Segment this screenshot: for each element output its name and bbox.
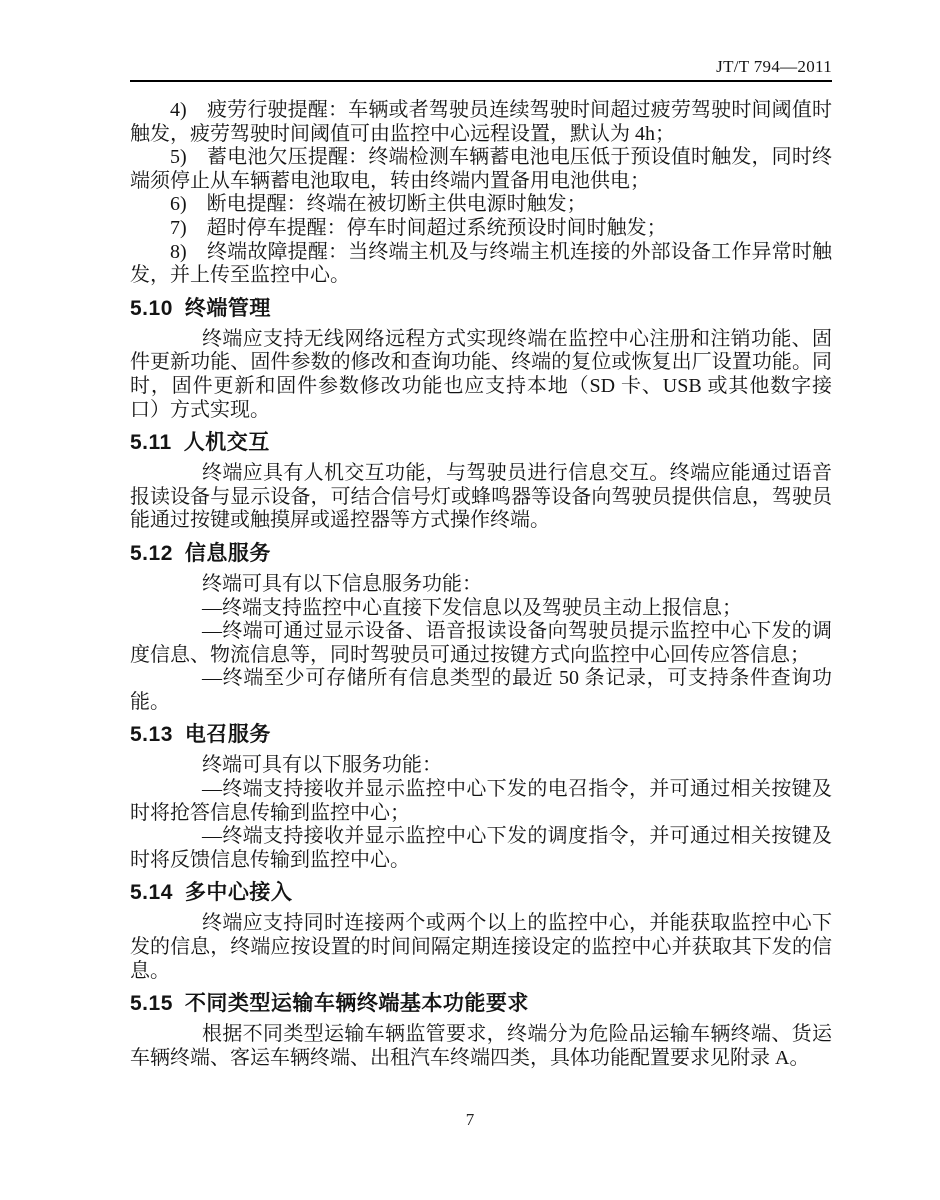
alert-list-item: 8) 终端故障提醒：当终端主机及与终端主机连接的外部设备工作异常时触发，并上传至监控中心。 (130, 240, 832, 287)
running-header (130, 57, 832, 82)
page-number: 7 (465, 1110, 475, 1129)
body-paragraph: —终端支持接收并显示监控中心下发的电召指令，并可通过相关按键及时将抢答信息传输到监控中心； (130, 778, 832, 824)
body-paragraph: 终端应具有人机交互功能，与驾驶员进行信息交互。终端应能通过语音报读设备与显示设备，可结合信号灯或蜂鸣器等设备向驾驶员提供信息，驾驶员能通过按键或触摸屏或遥控器等方式操作终端。 (130, 462, 832, 532)
alert-list-item: 5) 蓄电池欠压提醒：终端检测车辆蓄电池电压低于预设值时触发，同时终端须停止从车辆蓄电池取电，转由终端内置备用电池供电； (130, 146, 832, 192)
section-heading-5-13 (130, 722, 832, 748)
body-paragraph: 终端可具有以下服务功能： (202, 754, 442, 777)
section-heading-5-10 (130, 296, 832, 322)
section-heading-5-15 (130, 991, 832, 1017)
section-number: 5.12 (130, 541, 173, 565)
section-heading-5-11 (130, 430, 832, 456)
section-title: 电召服务 (184, 723, 271, 747)
body-paragraph: —终端至少可存储所有信息类型的最近 50 条记录，可支持条件查询功能。 (130, 667, 832, 713)
section-title: 不同类型运输车辆终端基本功能要求 (184, 992, 529, 1016)
section-number: 5.11 (130, 431, 172, 455)
body-paragraph: 终端应支持无线网络远程方式实现终端在监控中心注册和注销功能、固件更新功能、固件参数的修改和查询功能、终端的复位或恢复出厂设置功能。同时，固件更新和固件参数修改功能也应支持本地（SD 卡、USB 或其他数字接口）方式实现。 (130, 327, 832, 421)
body-paragraph: —终端可通过显示设备、语音报读设备向驾驶员提示监控中心下发的调度信息、物流信息等，同时驾驶员可通过按键方式向监控中心回传应答信息； (130, 620, 832, 666)
alert-list-item: 6) 断电提醒：终端在被切断主供电源时触发； (170, 193, 587, 216)
section-number: 5.15 (130, 992, 173, 1016)
body-paragraph: 终端应支持同时连接两个或两个以上的监控中心，并能获取监控中心下发的信息，终端应按设置的时间间隔定期连接设定的监控中心并获取其下发的信息。 (130, 912, 832, 982)
section-title: 信息服务 (184, 541, 271, 565)
section-number: 5.14 (130, 881, 173, 905)
section-heading-5-12 (130, 541, 832, 567)
section-title: 终端管理 (184, 296, 271, 320)
body-paragraph: —终端支持监控中心直接下发信息以及驾驶员主动上报信息； (202, 596, 742, 619)
page-body (130, 99, 832, 1070)
alert-list-item: 4) 疲劳行驶提醒：车辆或者驾驶员连续驾驶时间超过疲劳驾驶时间阈值时触发，疲劳驾驶时间阈值可由监控中心远程设置，默认为 4h； (130, 99, 832, 145)
doc-code: JT/T 794—2011 (716, 57, 832, 76)
section-number: 5.13 (130, 723, 173, 747)
alert-list-item: 7) 超时停车提醒：停车时间超过系统预设时间时触发； (170, 216, 667, 239)
body-paragraph: 终端可具有以下信息服务功能： (202, 572, 482, 595)
body-paragraph: —终端支持接收并显示监控中心下发的调度指令，并可通过相关按键及时将反馈信息传输到监控中心。 (130, 825, 832, 871)
body-paragraph: 根据不同类型运输车辆监管要求，终端分为危险品运输车辆终端、货运车辆终端、客运车辆终端、出租汽车终端四类，具体功能配置要求见附录 A。 (130, 1023, 832, 1069)
section-heading-5-14 (130, 880, 832, 906)
section-title: 人机交互 (183, 431, 270, 455)
section-number: 5.10 (130, 296, 173, 320)
section-title: 多中心接入 (184, 881, 293, 905)
